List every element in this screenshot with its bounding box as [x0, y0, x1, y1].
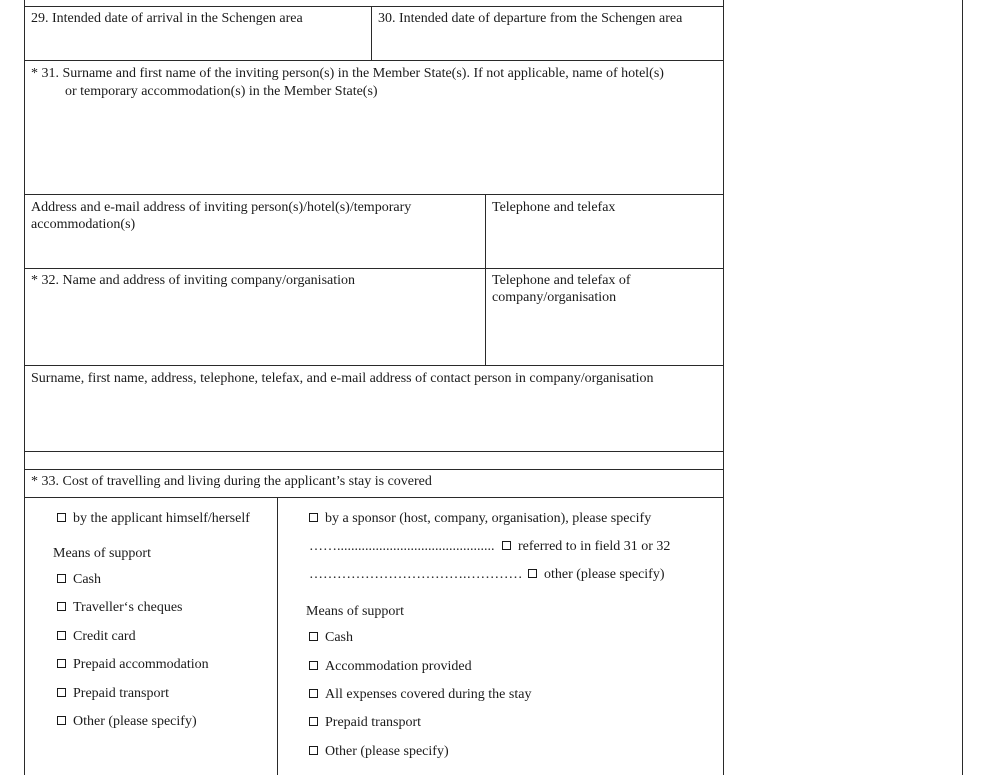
- dotted-fill-line: …….............................................: [309, 539, 495, 554]
- company-telephone-label-line1: Telephone and telefax of: [492, 273, 631, 288]
- checkbox-icon[interactable]: [309, 513, 318, 522]
- checkbox-icon[interactable]: [57, 659, 66, 668]
- checkbox-icon[interactable]: [309, 689, 318, 698]
- checkbox-icon[interactable]: [309, 717, 318, 726]
- checkbox-icon[interactable]: [309, 661, 318, 670]
- sponsor-accommodation-option[interactable]: [309, 658, 472, 675]
- form-right-border: [723, 0, 724, 775]
- sponsor-prepaid-transport-option[interactable]: [309, 714, 421, 731]
- option-label: Credit card: [73, 629, 136, 644]
- option-label: Other (please specify): [73, 714, 197, 729]
- applicant-means-label: Means of support: [53, 546, 151, 561]
- applicant-option[interactable]: [57, 510, 250, 527]
- row-line: [24, 6, 724, 7]
- option-label: Cash: [73, 572, 101, 587]
- option-label: Cash: [325, 630, 353, 645]
- sponsor-other-specify-option[interactable]: [309, 743, 449, 760]
- applicant-cash-option[interactable]: [57, 571, 101, 588]
- dotted-fill-line: …………………………….…………: [309, 567, 523, 582]
- sponsor-option-label: by a sponsor (host, company, organisation), please specify: [325, 511, 652, 526]
- sponsor-means-label: Means of support: [306, 604, 404, 619]
- applicant-travellers-cheques-option[interactable]: [57, 599, 183, 616]
- page-margin-line: [962, 0, 963, 775]
- row-line: [24, 194, 724, 195]
- field-31-label-line2: or temporary accommodation(s) in the Member State(s): [65, 84, 378, 99]
- telephone-label: Telephone and telefax: [492, 200, 616, 215]
- sponsor-option[interactable]: [309, 510, 651, 527]
- option-label: Prepaid transport: [325, 715, 422, 730]
- column-divider: [277, 497, 278, 775]
- applicant-other-option[interactable]: [57, 713, 197, 730]
- address-label-line2: accommodation(s): [31, 217, 136, 232]
- address-label-line1: Address and e-mail address of inviting person(s)/hotel(s)/temporary: [31, 200, 412, 215]
- sponsor-other-option[interactable]: [309, 566, 665, 583]
- checkbox-icon[interactable]: [57, 631, 66, 640]
- checkbox-icon[interactable]: [309, 632, 318, 641]
- applicant-prepaid-transport-option[interactable]: [57, 685, 169, 702]
- option-label: Prepaid accommodation: [73, 657, 209, 672]
- field-29-label: 29. Intended date of arrival in the Schengen area: [31, 11, 303, 26]
- row-line: [24, 268, 724, 269]
- checkbox-icon[interactable]: [502, 541, 511, 550]
- option-label: other (please specify): [544, 567, 665, 582]
- applicant-option-label: by the applicant himself/herself: [73, 511, 250, 526]
- option-label: referred to in field 31 or 32: [518, 539, 671, 554]
- checkbox-icon[interactable]: [528, 569, 537, 578]
- checkbox-icon[interactable]: [57, 574, 66, 583]
- row-line: [24, 60, 724, 61]
- form-left-border: [24, 0, 25, 775]
- sponsor-referred-option[interactable]: [309, 538, 670, 555]
- option-label: Other (please specify): [325, 744, 449, 759]
- contact-person-label: Surname, first name, address, telephone, telefax, and e-mail address of contact person in company/organisation: [31, 371, 654, 386]
- checkbox-icon[interactable]: [57, 513, 66, 522]
- row-line: [24, 469, 724, 470]
- option-label: Prepaid transport: [73, 686, 170, 701]
- option-label: Accommodation provided: [325, 659, 472, 674]
- checkbox-icon[interactable]: [309, 746, 318, 755]
- sponsor-all-expenses-option[interactable]: [309, 686, 531, 703]
- row-line: [24, 451, 724, 452]
- row-line: [24, 497, 724, 498]
- column-divider: [485, 194, 486, 365]
- field-30-label: 30. Intended date of departure from the Schengen area: [378, 11, 683, 26]
- field-33-label: * 33. Cost of travelling and living during the applicant’s stay is covered: [31, 474, 432, 489]
- row-line: [24, 365, 724, 366]
- field-31-label-line1: * 31. Surname and first name of the inviting person(s) in the Member State(s). If not applicable, name of hotel(s): [31, 66, 664, 81]
- applicant-credit-card-option[interactable]: [57, 628, 136, 645]
- column-divider: [371, 6, 372, 60]
- company-telephone-label-line2: company/organisation: [492, 290, 617, 305]
- applicant-prepaid-accommodation-option[interactable]: [57, 656, 209, 673]
- checkbox-icon[interactable]: [57, 716, 66, 725]
- field-32-label: * 32. Name and address of inviting company/organisation: [31, 273, 356, 288]
- sponsor-cash-option[interactable]: [309, 629, 353, 646]
- checkbox-icon[interactable]: [57, 688, 66, 697]
- option-label: Traveller‘s cheques: [73, 600, 183, 615]
- checkbox-icon[interactable]: [57, 602, 66, 611]
- option-label: All expenses covered during the stay: [325, 687, 532, 702]
